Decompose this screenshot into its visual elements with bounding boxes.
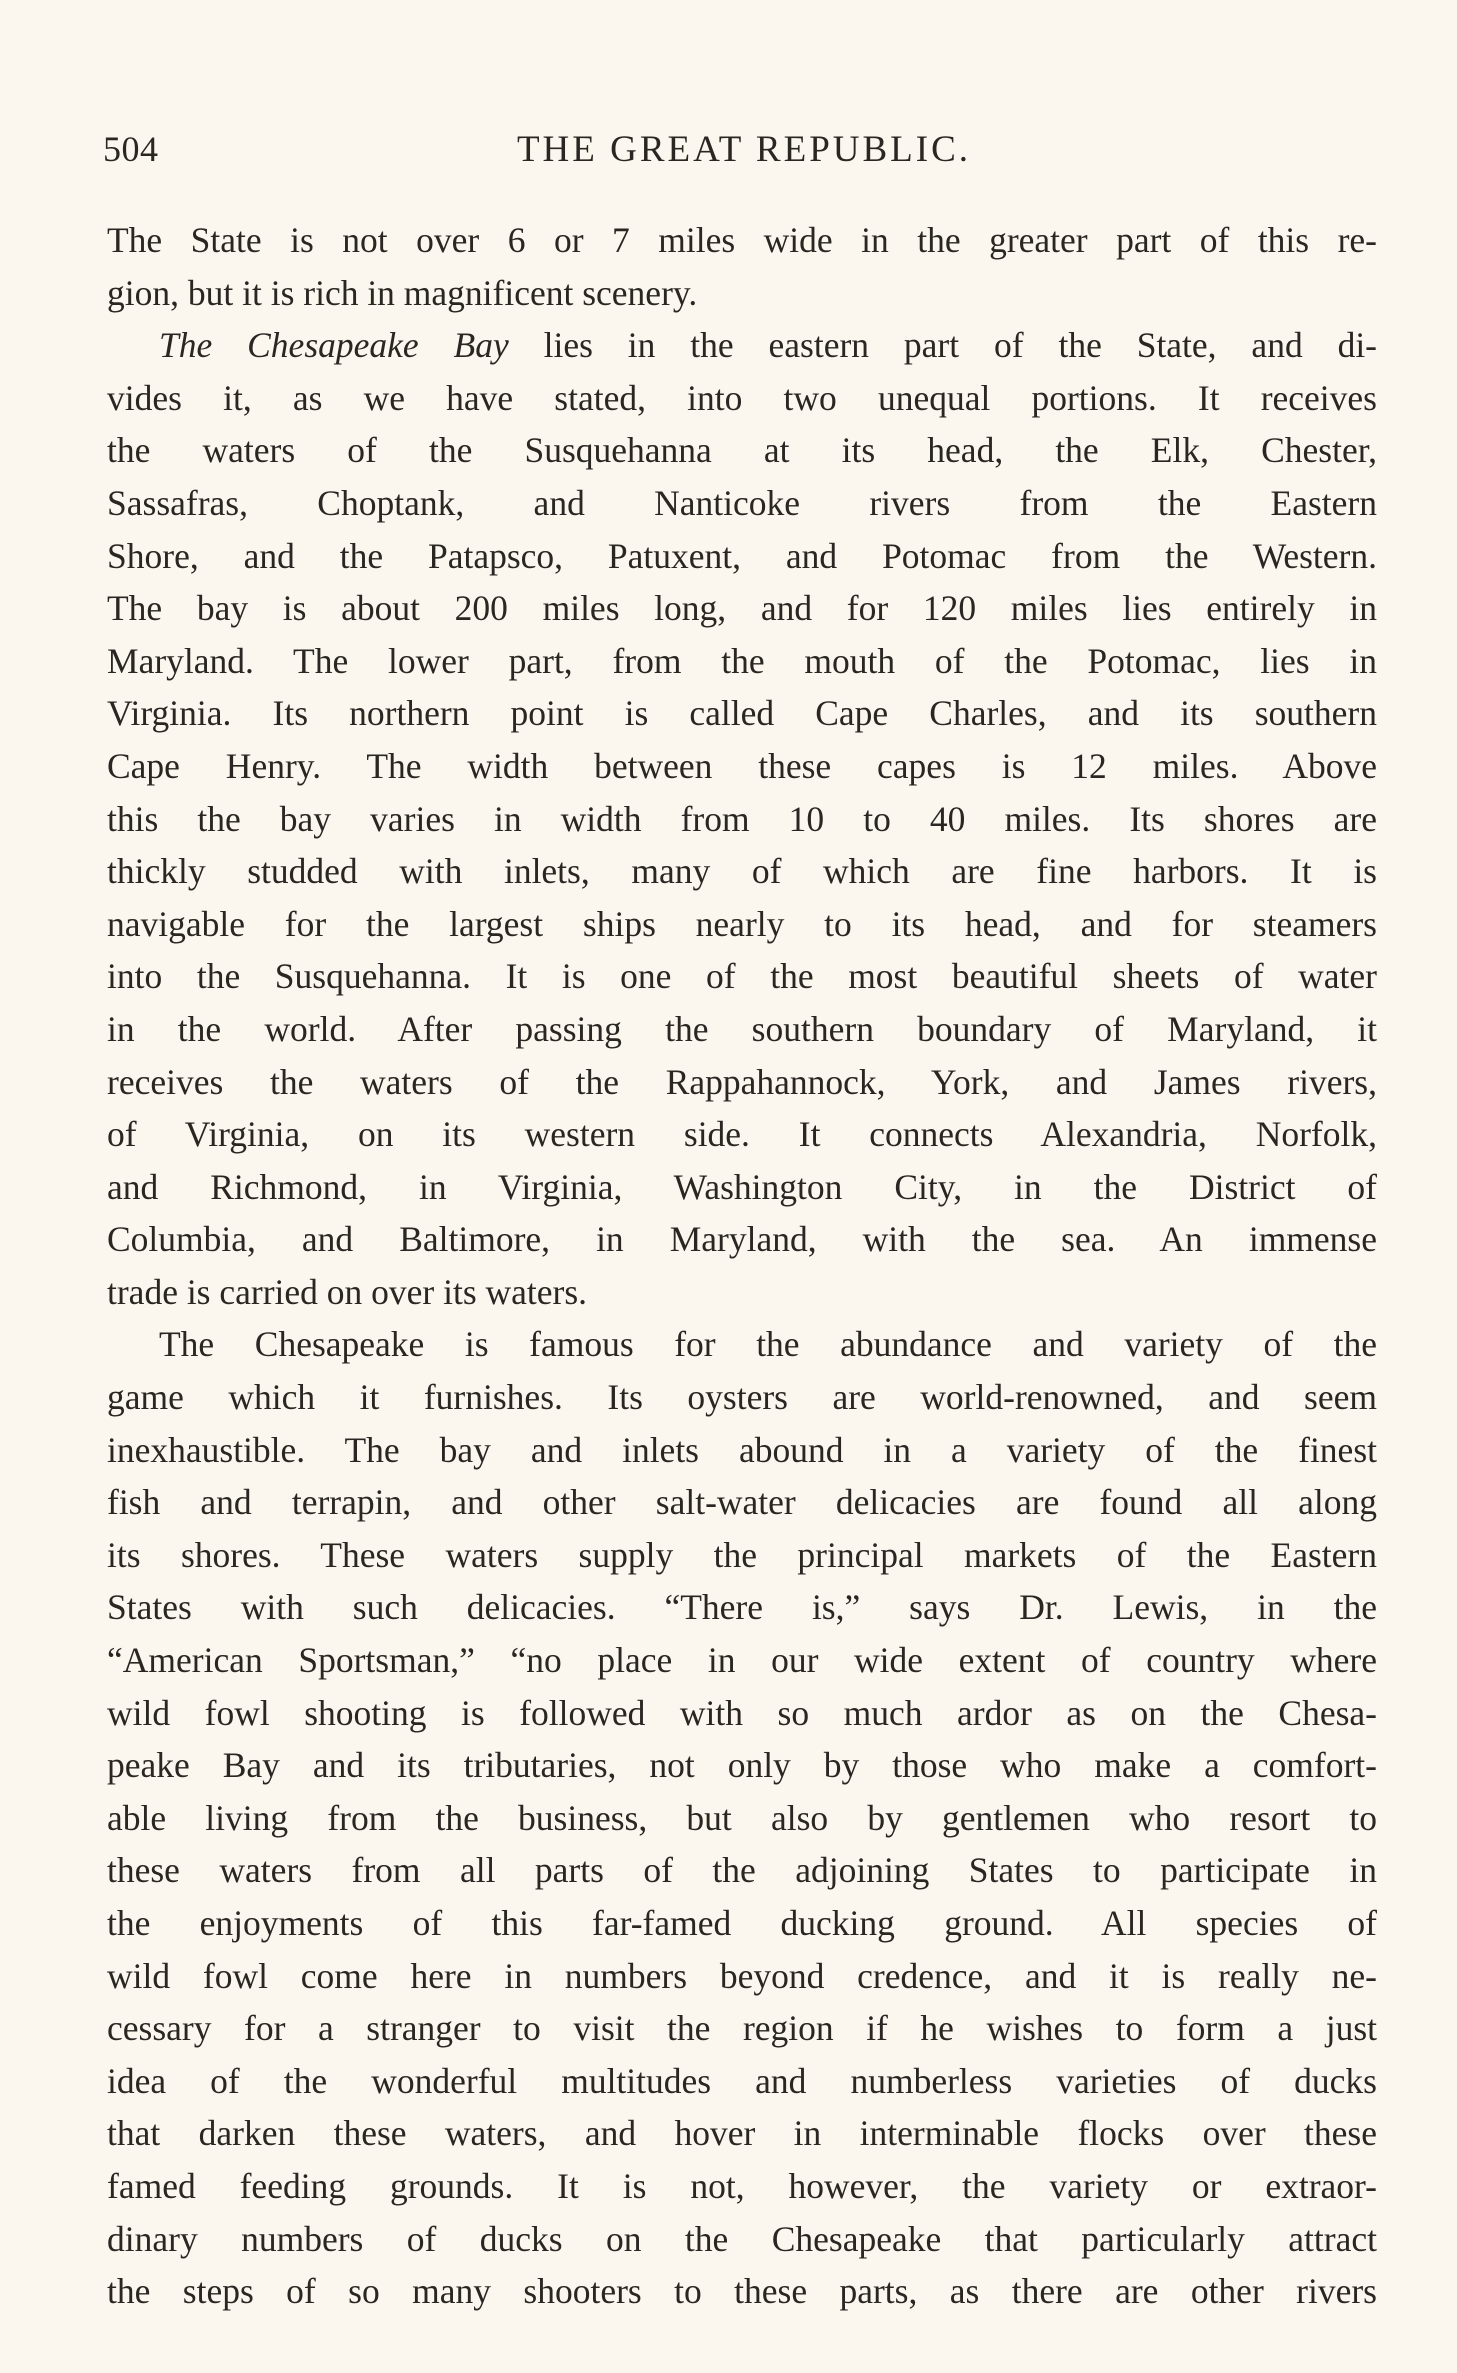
line-text: the steps of so many shooters to these parts, as there are other rivers <box>107 2271 1377 2312</box>
line-text: idea of the wonderful multitudes and numberless varieties of ducks <box>107 2060 1377 2101</box>
line-text: vides it, as we have stated, into two unequal portions. It receives <box>107 377 1377 418</box>
line-text: Virginia. Its northern point is called Cape Charles, and its southern <box>107 693 1377 734</box>
text-line <box>107 1003 1377 1056</box>
text-line <box>107 950 1377 1003</box>
line-text: receives the waters of the Rappahannock, York, and James rivers, <box>107 1061 1377 1102</box>
text-line <box>107 793 1377 846</box>
text-line <box>107 319 1377 372</box>
line-text: Maryland. The lower part, from the mouth of the Potomac, lies in <box>107 640 1377 681</box>
text-line <box>107 1371 1377 1424</box>
line-text: the enjoyments of this far-famed ducking ground. All species of <box>107 1903 1377 1943</box>
line-text: The bay is about 200 miles long, and for 120 miles lies entirely in <box>107 588 1377 629</box>
text-line <box>107 2055 1377 2108</box>
text-line <box>107 1792 1377 1845</box>
line-text: fish and terrapin, and other salt-water delicacies are found all along <box>107 1482 1377 1523</box>
text-line <box>107 372 1377 425</box>
text-line <box>107 1213 1377 1266</box>
line-text: gion, but it is rich in magnificent scenery. <box>107 272 698 313</box>
text-line <box>107 1056 1377 1109</box>
text-line <box>107 1739 1377 1792</box>
line-text: of Virginia, on its western side. It connects Alexandria, Norfolk, <box>107 1114 1377 1155</box>
line-text: Cape Henry. The width between these capes is 12 miles. Above <box>107 745 1377 786</box>
text-line <box>107 2107 1377 2160</box>
text-line <box>107 1476 1377 1529</box>
line-text: wild fowl come here in numbers beyond credence, and it is really ne- <box>107 1955 1377 1996</box>
line-text: Shore, and the Patapsco, Patuxent, and Potomac from the Western. <box>107 535 1377 576</box>
text-line <box>107 2160 1377 2213</box>
line-text: cessary for a stranger to visit the region if he wishes to form a just <box>107 2008 1377 2049</box>
text-line <box>107 1529 1377 1582</box>
line-text: Columbia, and Baltimore, in Maryland, with the sea. An immense <box>107 1219 1377 1260</box>
line-text: The Chesapeake is famous for the abundance and variety of the <box>159 1324 1377 1365</box>
text-line <box>107 1318 1377 1371</box>
line-text: into the Susquehanna. It is one of the most beautiful sheets of water <box>107 956 1377 997</box>
text-line <box>107 1581 1377 1634</box>
page-title: THE GREAT REPUBLIC. <box>516 129 972 170</box>
italic-phrase: The Chesapeake Bay <box>159 325 509 366</box>
text-line <box>107 1108 1377 1161</box>
text-line <box>107 845 1377 898</box>
line-text: trade is carried on over its waters. <box>107 1271 588 1312</box>
text-line <box>107 635 1377 688</box>
line-text: game which it furnishes. Its oysters are world-renowned, and seem <box>107 1377 1377 1418</box>
body-text <box>107 214 1377 2318</box>
text-line <box>107 1266 1377 1319</box>
text-line <box>107 424 1377 477</box>
text-line <box>107 898 1377 951</box>
text-line <box>107 267 1377 320</box>
line-text: States with such delicacies. “There is,” says Dr. Lewis, in the <box>107 1587 1377 1628</box>
text-line <box>107 214 1377 267</box>
text-line <box>107 687 1377 740</box>
line-text: in the world. After passing the southern boundary of Maryland, it <box>107 1008 1377 1049</box>
text-line <box>107 1950 1377 2003</box>
text-line <box>107 530 1377 583</box>
line-text: inexhaustible. The bay and inlets abound in a variety of the finest <box>107 1429 1377 1470</box>
line-text: “American Sportsman,” “no place in our wide extent of country where <box>107 1640 1377 1681</box>
line-text: these waters from all parts of the adjoining States to participate in <box>107 1850 1377 1891</box>
text-line <box>107 2002 1377 2055</box>
page-number: 504 <box>103 129 159 169</box>
text-line <box>107 1844 1377 1897</box>
text-line <box>107 1687 1377 1740</box>
line-text: its shores. These waters supply the principal markets of the Eastern <box>107 1534 1377 1575</box>
running-head <box>103 128 1385 188</box>
line-text: famed feeding grounds. It is not, however, the variety or extraor- <box>107 2165 1377 2206</box>
line-text: The State is not over 6 or 7 miles wide in the greater part of this re- <box>107 220 1377 260</box>
line-text: wild fowl shooting is followed with so much ardor as on the Chesa- <box>107 1692 1377 1733</box>
line-text: and Richmond, in Virginia, Washington City, in the District of <box>107 1166 1377 1207</box>
text-line <box>107 477 1377 530</box>
line-text: that darken these waters, and hover in interminable flocks over these <box>107 2113 1377 2154</box>
line-text: dinary numbers of ducks on the Chesapeake that particularly attract <box>107 2218 1377 2259</box>
line-text: thickly studded with inlets, many of which are fine harbors. It is <box>107 851 1377 892</box>
text-line <box>107 1424 1377 1477</box>
text-line <box>107 740 1377 793</box>
text-line <box>107 1161 1377 1214</box>
line-text: the waters of the Susquehanna at its head, the Elk, Chester, <box>107 430 1377 471</box>
line-text: navigable for the largest ships nearly to its head, and for steamers <box>107 903 1377 944</box>
text-line <box>107 2265 1377 2318</box>
line-text: this the bay varies in width from 10 to 40 miles. Its shores are <box>107 798 1377 839</box>
text-line <box>107 582 1377 635</box>
line-text: peake Bay and its tributaries, not only by those who make a comfort- <box>107 1745 1377 1786</box>
line-text: lies in the eastern part of the State, and di- <box>508 325 1378 366</box>
line-text: able living from the business, but also by gentlemen who resort to <box>107 1797 1377 1838</box>
line-text: Sassafras, Choptank, and Nanticoke rivers from the Eastern <box>107 482 1377 523</box>
text-line <box>107 1634 1377 1687</box>
text-line <box>107 2213 1377 2266</box>
text-line <box>107 1897 1377 1950</box>
